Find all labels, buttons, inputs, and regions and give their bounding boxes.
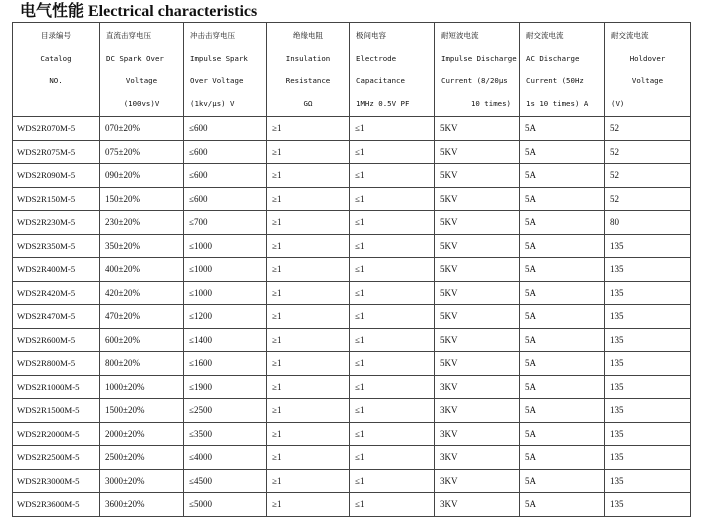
header-line: Voltage (631, 76, 664, 85)
header-line: 耐短波电流 (441, 31, 479, 40)
header-line: 直流击穿电压 (106, 31, 151, 40)
catalog-cell: WDS2R420M-5 (13, 281, 100, 305)
table-row (13, 446, 691, 470)
table-cell: 3KV (435, 469, 520, 493)
header-line: 极间电容 (356, 31, 386, 40)
header-line: Catalog (40, 53, 72, 63)
header-line: Impulse Spark (190, 53, 248, 63)
catalog-cell: WDS2R230M-5 (13, 211, 100, 235)
table-cell: ≤1 (350, 305, 435, 329)
table-cell: ≤1 (350, 187, 435, 211)
table-row (13, 258, 691, 282)
table-cell: ≥1 (267, 281, 350, 305)
header-line: Capacitance (356, 76, 405, 85)
table-cell: ≥1 (267, 140, 350, 164)
header-dc-spark-voltage (100, 23, 184, 117)
table-row (13, 164, 691, 188)
catalog-cell: WDS2R3000M-5 (13, 469, 100, 493)
header-line: Current (50Hz (526, 76, 584, 85)
table-cell: 52 (605, 187, 691, 211)
table-cell: 350±20% (100, 234, 184, 258)
table-row (13, 140, 691, 164)
header-line: 目录编号 (41, 31, 71, 40)
table-row (13, 281, 691, 305)
header-insulation-resistance (267, 23, 350, 117)
header-line: DC Spark Over (106, 53, 164, 63)
header-line: Insulation (285, 53, 331, 63)
header-line: 10 times) (470, 98, 511, 108)
header-line: Over Voltage (190, 76, 244, 85)
table-cell: ≤600 (184, 140, 267, 164)
table-cell: 5A (520, 234, 605, 258)
table-cell: 5A (520, 375, 605, 399)
header-line: 冲击击穿电压 (190, 31, 235, 40)
table-body (13, 117, 691, 517)
table-cell: 52 (605, 117, 691, 141)
table-cell: 3000±20% (100, 469, 184, 493)
table-cell: 135 (605, 422, 691, 446)
catalog-cell: WDS2R1000M-5 (13, 375, 100, 399)
table-cell: 470±20% (100, 305, 184, 329)
table-cell: ≥1 (267, 399, 350, 423)
header-catalog (13, 23, 100, 117)
table-cell: 5KV (435, 281, 520, 305)
catalog-cell: WDS2R150M-5 (13, 187, 100, 211)
table-cell: 135 (605, 258, 691, 282)
header-line: AC Discharge (526, 53, 580, 63)
table-cell: ≤3500 (184, 422, 267, 446)
catalog-cell: WDS2R090M-5 (13, 164, 100, 188)
table-cell: 5A (520, 187, 605, 211)
table-cell: ≤1400 (184, 328, 267, 352)
header-line: 1MHz 0.5V PF (356, 98, 410, 108)
table-cell: 135 (605, 305, 691, 329)
table-cell: ≤1 (350, 352, 435, 376)
header-line: Impulse Discharge (441, 53, 517, 63)
table-cell: 5A (520, 305, 605, 329)
table-cell: ≥1 (267, 352, 350, 376)
table-cell: ≤1 (350, 399, 435, 423)
table-cell: 800±20% (100, 352, 184, 376)
table-cell: 5A (520, 211, 605, 235)
catalog-cell: WDS2R470M-5 (13, 305, 100, 329)
table-cell: 5A (520, 328, 605, 352)
table-cell: 400±20% (100, 258, 184, 282)
table-cell: 5A (520, 493, 605, 517)
table-cell: ≥1 (267, 375, 350, 399)
catalog-cell: WDS2R2000M-5 (13, 422, 100, 446)
table-cell: 5KV (435, 258, 520, 282)
table-row (13, 352, 691, 376)
table-cell: ≤1600 (184, 352, 267, 376)
table-cell: ≤4500 (184, 469, 267, 493)
catalog-cell: WDS2R350M-5 (13, 234, 100, 258)
table-cell: 230±20% (100, 211, 184, 235)
table-cell: 2000±20% (100, 422, 184, 446)
header-impulse-spark-voltage (184, 23, 267, 117)
header-line: 耐交流电流 (526, 31, 564, 40)
table-cell: 3KV (435, 446, 520, 470)
table-cell: 5A (520, 446, 605, 470)
table-cell: 5KV (435, 164, 520, 188)
table-cell: ≤1 (350, 446, 435, 470)
header-line: 1s 10 times) A (526, 98, 589, 108)
table-cell: ≤1000 (184, 258, 267, 282)
table-row (13, 375, 691, 399)
table-cell: ≥1 (267, 234, 350, 258)
header-electrode-capacitance (350, 23, 435, 117)
table-cell: 5KV (435, 328, 520, 352)
catalog-cell: WDS2R3600M-5 (13, 493, 100, 517)
table-cell: ≤1900 (184, 375, 267, 399)
table-cell: ≥1 (267, 258, 350, 282)
table-cell: ≤600 (184, 164, 267, 188)
table-cell: ≤1 (350, 258, 435, 282)
table-cell: ≤1 (350, 328, 435, 352)
header-line: 绝缘电阻 (293, 31, 323, 40)
header-line: (1kv/μs) V (190, 98, 235, 108)
header-ac-discharge-current (520, 23, 605, 117)
table-cell: ≤1 (350, 117, 435, 141)
table-row (13, 187, 691, 211)
table-cell: ≤1 (350, 234, 435, 258)
table-cell: 5KV (435, 140, 520, 164)
table-cell: 135 (605, 399, 691, 423)
catalog-cell: WDS2R1500M-5 (13, 399, 100, 423)
header-line: Resistance (285, 76, 331, 85)
table-cell: 2500±20% (100, 446, 184, 470)
table-cell: ≤5000 (184, 493, 267, 517)
table-row (13, 211, 691, 235)
table-cell: 135 (605, 469, 691, 493)
table-cell: ≥1 (267, 422, 350, 446)
table-cell: 5KV (435, 305, 520, 329)
table-cell: 52 (605, 140, 691, 164)
table-cell: 5A (520, 399, 605, 423)
table-cell: 420±20% (100, 281, 184, 305)
table-cell: ≤1200 (184, 305, 267, 329)
table-cell: 600±20% (100, 328, 184, 352)
table-cell: ≤4000 (184, 446, 267, 470)
table-cell: 5KV (435, 211, 520, 235)
table-cell: ≤1000 (184, 234, 267, 258)
table-cell: ≥1 (267, 164, 350, 188)
table-cell: ≤1 (350, 164, 435, 188)
table-cell: 3KV (435, 399, 520, 423)
table-cell: 070±20% (100, 117, 184, 141)
table-cell: ≤1 (350, 375, 435, 399)
table-cell: 5KV (435, 117, 520, 141)
table-cell: ≥1 (267, 493, 350, 517)
table-cell: 5A (520, 258, 605, 282)
header-holdover-voltage (605, 23, 691, 117)
header-line: NO. (49, 76, 63, 85)
table-cell: 135 (605, 281, 691, 305)
table-cell: 3KV (435, 375, 520, 399)
table-cell: 135 (605, 352, 691, 376)
table-cell: 5KV (435, 234, 520, 258)
table-cell: ≥1 (267, 305, 350, 329)
table-cell: 80 (605, 211, 691, 235)
table-cell: ≤1 (350, 469, 435, 493)
table-row (13, 493, 691, 517)
header-line: Holdover (629, 53, 666, 63)
table-cell: ≥1 (267, 446, 350, 470)
table-cell: ≤1 (350, 422, 435, 446)
electrical-characteristics-table (12, 22, 691, 517)
table-cell: 5A (520, 422, 605, 446)
table-row (13, 422, 691, 446)
catalog-cell: WDS2R800M-5 (13, 352, 100, 376)
header-row (13, 23, 691, 117)
table-cell: 135 (605, 375, 691, 399)
table-cell: ≤2500 (184, 399, 267, 423)
table-cell: 5A (520, 281, 605, 305)
table-cell: 1500±20% (100, 399, 184, 423)
header-line: Current (8/20μs (441, 76, 508, 85)
table-cell: 135 (605, 234, 691, 258)
table-cell: 150±20% (100, 187, 184, 211)
table-row (13, 305, 691, 329)
catalog-cell: WDS2R075M-5 (13, 140, 100, 164)
table-cell: ≥1 (267, 469, 350, 493)
table-cell: 5A (520, 117, 605, 141)
table-cell: 090±20% (100, 164, 184, 188)
table-cell: ≤600 (184, 117, 267, 141)
table-cell: ≥1 (267, 117, 350, 141)
table-cell: 135 (605, 446, 691, 470)
table-cell: 5A (520, 352, 605, 376)
table-cell: 3KV (435, 493, 520, 517)
table-cell: ≤1000 (184, 281, 267, 305)
table-cell: ≤1 (350, 140, 435, 164)
table-row (13, 399, 691, 423)
table-cell: 135 (605, 328, 691, 352)
header-line: (100vs)V (123, 98, 160, 108)
table-row (13, 117, 691, 141)
table-cell: 1000±20% (100, 375, 184, 399)
header-line: 耐交流电流 (611, 31, 649, 40)
table-cell: 3KV (435, 422, 520, 446)
table-cell: ≤1 (350, 211, 435, 235)
header-line: (V) (611, 98, 625, 108)
table-cell: 075±20% (100, 140, 184, 164)
table-cell: 5A (520, 164, 605, 188)
table-cell: ≥1 (267, 211, 350, 235)
table-cell: 5KV (435, 352, 520, 376)
table-cell: ≤1 (350, 493, 435, 517)
table-row (13, 328, 691, 352)
table-cell: 3600±20% (100, 493, 184, 517)
table-cell: ≤1 (350, 281, 435, 305)
table-cell: ≤600 (184, 187, 267, 211)
header-line: Voltage (125, 76, 158, 85)
table-row (13, 469, 691, 493)
table-cell: 52 (605, 164, 691, 188)
table-cell: ≥1 (267, 328, 350, 352)
table-cell: 135 (605, 493, 691, 517)
catalog-cell: WDS2R600M-5 (13, 328, 100, 352)
table-cell: 5A (520, 469, 605, 493)
table-row (13, 234, 691, 258)
table-cell: ≥1 (267, 187, 350, 211)
table-cell: 5KV (435, 187, 520, 211)
table-cell: ≤700 (184, 211, 267, 235)
page-title: 电气性能 Electrical characteristics (20, 3, 258, 20)
header-impulse-discharge-current (435, 23, 520, 117)
catalog-cell: WDS2R070M-5 (13, 117, 100, 141)
catalog-cell: WDS2R400M-5 (13, 258, 100, 282)
header-line: Electrode (356, 53, 397, 63)
catalog-cell: WDS2R2500M-5 (13, 446, 100, 470)
table-cell: 5A (520, 140, 605, 164)
header-line: GΩ (303, 98, 313, 108)
